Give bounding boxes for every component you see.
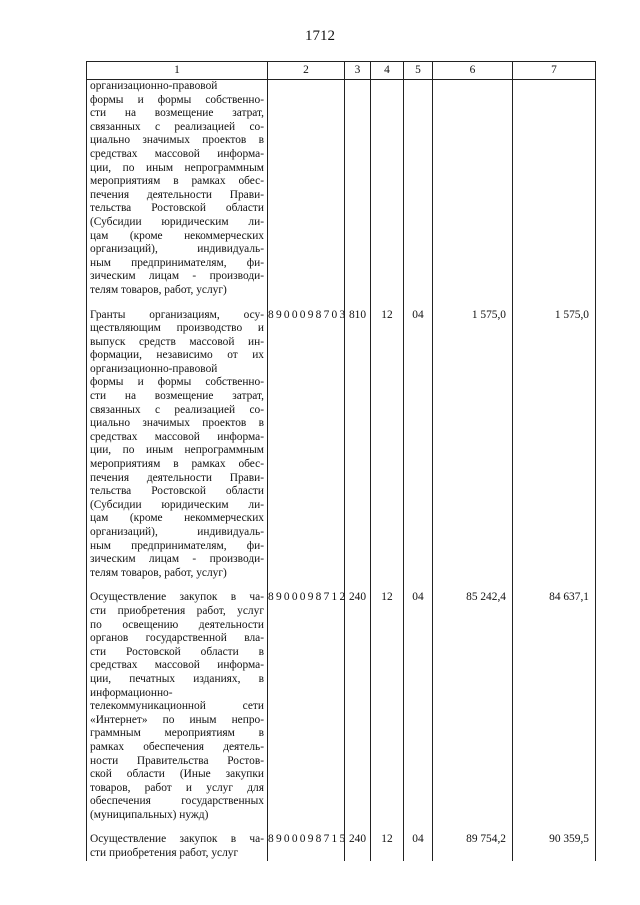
row-spacer: [87, 298, 596, 309]
row-description: [87, 591, 268, 822]
description-line: сти Ростовской области в: [90, 645, 264, 658]
description-line: цам (кроме некоммерческих: [90, 512, 264, 525]
column-header: 2: [268, 62, 345, 80]
section-code: 12: [371, 833, 404, 860]
expense-type: 240: [345, 591, 371, 822]
description-line: ществляющим производство и: [90, 322, 264, 335]
description-line: печения деятельности Прави-: [90, 471, 264, 484]
description-line: органов государственной вла-: [90, 632, 264, 645]
description-line: организационно-правовой: [90, 80, 218, 92]
spacer-cell: [87, 580, 268, 591]
spacer-cell: [404, 822, 433, 833]
spacer-cell: [268, 822, 345, 833]
table-row: [87, 80, 596, 298]
column-header: 1: [87, 62, 268, 80]
expenditure-code: 8 9 0 0 0 9 8 7 1 2: [268, 591, 345, 822]
spacer-cell: [345, 580, 371, 591]
description-line: информационно-: [90, 686, 173, 699]
row-description: [87, 833, 268, 860]
description-line: по освещению деятельности: [90, 618, 264, 631]
description-line: мероприятиям в рамках обес-: [90, 175, 264, 188]
spacer-cell: [513, 822, 596, 833]
expense-type: 810: [345, 309, 371, 581]
description-line: выпуск средств массовой ин-: [90, 335, 264, 348]
table-header-row: [87, 62, 596, 80]
table-row: [87, 591, 596, 822]
description-line: граммным мероприятиям в: [90, 727, 264, 740]
column-header: 3: [345, 62, 371, 80]
spacer-cell: [371, 822, 404, 833]
section-code: 12: [371, 591, 404, 822]
row-spacer: [87, 580, 596, 591]
subsection-code: 04: [404, 833, 433, 860]
subsection-code: 04: [404, 309, 433, 581]
description-line: циально значимых проектов в: [90, 134, 264, 147]
row-description: [87, 80, 268, 298]
description-line: телекоммуникационной сети: [90, 700, 264, 713]
description-line: ным предпринимателям, фи-: [90, 256, 264, 269]
description-line: организаций), индивидуаль-: [90, 526, 264, 538]
spacer-cell: [433, 580, 513, 591]
amount-year-1: 89 754,2: [433, 833, 513, 860]
description-line: формы и формы собственно-: [90, 93, 264, 106]
expenditure-code: 8 9 0 0 0 9 8 7 1 5: [268, 833, 345, 860]
description-line: организаций), индивидуаль-: [90, 243, 264, 256]
column-header: 5: [404, 62, 433, 80]
budget-table: [86, 61, 596, 861]
column-header: 4: [371, 62, 404, 80]
description-line: телям товаров, работ, услуг): [90, 566, 227, 579]
expenditure-code: [268, 80, 345, 298]
spacer-cell: [433, 822, 513, 833]
section-code: [371, 80, 404, 298]
description-line: средствах массовой информа-: [90, 147, 264, 160]
description-line: Осуществление закупок в ча-: [90, 833, 264, 846]
description-line: формы и формы собственно-: [90, 376, 264, 389]
description-line: сти приобретения работ, услуг: [90, 847, 239, 860]
subsection-code: 04: [404, 591, 433, 822]
amount-year-2: [513, 80, 596, 298]
spacer-cell: [433, 298, 513, 309]
spacer-cell: [371, 580, 404, 591]
description-line: тельства Ростовской области: [90, 202, 264, 215]
table-body: [87, 80, 596, 861]
amount-year-2: 90 359,5: [513, 833, 596, 860]
spacer-cell: [345, 298, 371, 309]
description-line: зическим лицам - производи-: [90, 553, 264, 566]
description-line: ции, по иным непрограммным: [90, 161, 264, 174]
description-line: формации, независимо от их: [90, 349, 264, 362]
subsection-code: [404, 80, 433, 298]
amount-year-2: 84 637,1: [513, 591, 596, 822]
description-line: организационно-правовой: [90, 362, 218, 375]
table-row: [87, 833, 596, 860]
description-line: сти приобретения работ, услуг: [90, 604, 264, 617]
spacer-cell: [345, 822, 371, 833]
description-line: ской области (Иные закупки: [90, 768, 264, 781]
description-line: сти на возмещение затрат,: [90, 107, 264, 120]
row-spacer: [87, 822, 596, 833]
description-line: цам (кроме некоммерческих: [90, 229, 264, 242]
description-line: обеспечения государственных: [90, 795, 264, 808]
description-line: (Субсидии юридическим ли-: [90, 498, 264, 511]
description-line: связанных с реализацией со-: [90, 120, 264, 133]
spacer-cell: [371, 298, 404, 309]
column-header: 7: [513, 62, 596, 80]
description-line: тельства Ростовской области: [90, 485, 264, 498]
spacer-cell: [268, 580, 345, 591]
table-row: [87, 309, 596, 581]
description-line: циально значимых проектов в: [90, 417, 264, 430]
description-line: печения деятельности Прави-: [90, 188, 264, 201]
spacer-cell: [513, 298, 596, 309]
amount-year-2: 1 575,0: [513, 309, 596, 581]
description-line: (муниципальных) нужд): [90, 808, 209, 821]
spacer-cell: [87, 298, 268, 309]
expense-type: 240: [345, 833, 371, 860]
description-line: рамках обеспечения деятель-: [90, 740, 264, 753]
description-line: мероприятиям в рамках обес-: [90, 458, 264, 471]
description-line: ности Правительства Ростов-: [90, 754, 264, 767]
amount-year-1: 1 575,0: [433, 309, 513, 581]
description-line: товаров, работ и услуг для: [90, 781, 264, 794]
description-line: ции, по иным непрограммным: [90, 444, 264, 457]
expense-type: [345, 80, 371, 298]
spacer-cell: [404, 580, 433, 591]
row-description: [87, 309, 268, 581]
spacer-cell: [513, 580, 596, 591]
description-line: Осуществление закупок в ча-: [90, 591, 264, 604]
page-number: 1712: [305, 28, 335, 44]
spacer-cell: [404, 298, 433, 309]
description-line: средствах массовой информа-: [90, 659, 264, 672]
description-line: ным предпринимателям, фи-: [90, 539, 264, 552]
description-line: сти на возмещение затрат,: [90, 390, 264, 403]
description-line: зическим лицам - производи-: [90, 270, 264, 283]
expenditure-code: 8 9 0 0 0 9 8 7 0 3: [268, 309, 345, 581]
description-line: «Интернет» по иным непро-: [90, 713, 264, 726]
column-header: 6: [433, 62, 513, 80]
amount-year-1: 85 242,4: [433, 591, 513, 822]
description-line: Гранты организациям, осу-: [90, 308, 264, 321]
description-line: телям товаров, работ, услуг): [90, 283, 227, 296]
description-line: ции, печатных изданиях, в: [90, 672, 264, 685]
description-line: связанных с реализацией со-: [90, 403, 264, 416]
section-code: 12: [371, 309, 404, 581]
spacer-cell: [87, 822, 268, 833]
spacer-cell: [268, 298, 345, 309]
amount-year-1: [433, 80, 513, 298]
description-line: средствах массовой информа-: [90, 430, 264, 443]
description-line: (Субсидии юридическим ли-: [90, 215, 264, 228]
